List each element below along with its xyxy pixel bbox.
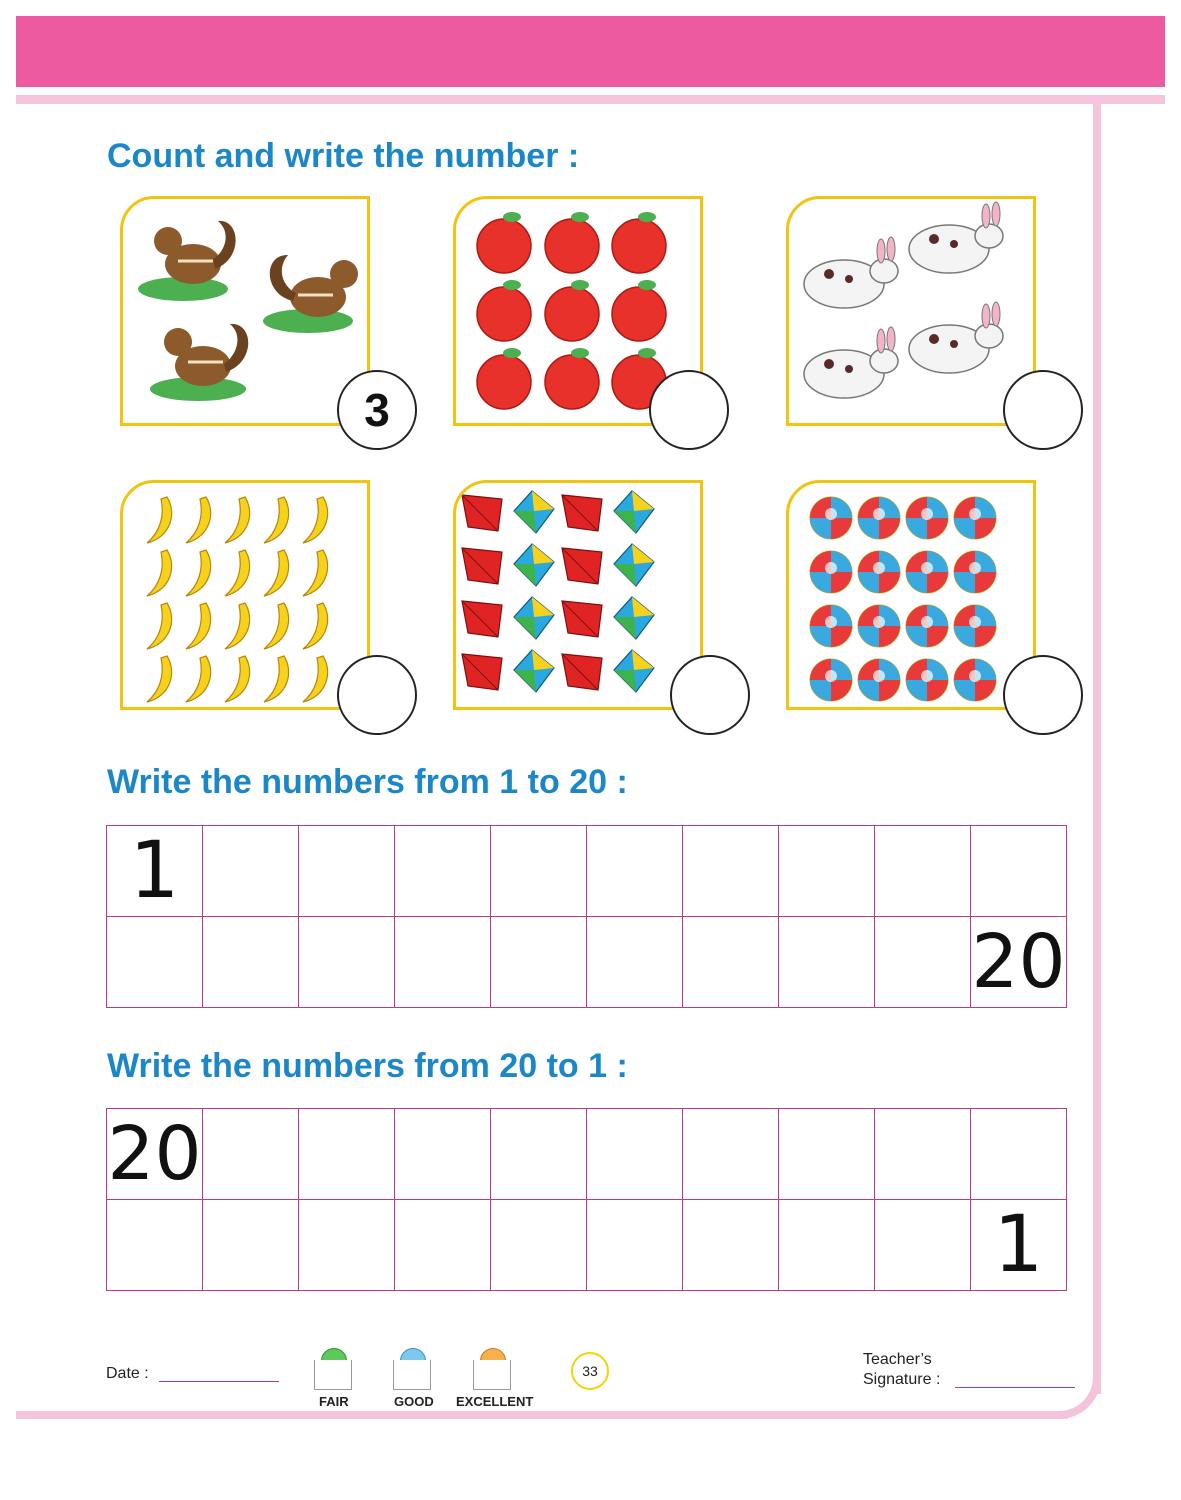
banana-icon bbox=[147, 656, 172, 702]
banana-icon bbox=[303, 550, 328, 596]
grid-cell[interactable] bbox=[875, 917, 971, 1008]
grid-cell[interactable] bbox=[395, 1109, 491, 1200]
banana-icon bbox=[186, 497, 211, 543]
grid-cell[interactable] bbox=[683, 1109, 779, 1200]
kite-icon bbox=[462, 654, 502, 690]
count-card-rabbits bbox=[786, 196, 1036, 426]
forward-number-grid bbox=[106, 825, 1067, 1008]
teacher-label: Teacher’s bbox=[863, 1351, 932, 1368]
grid-cell[interactable]: 20 bbox=[107, 1109, 203, 1200]
grid-cell[interactable] bbox=[203, 826, 299, 917]
answer-circle[interactable]: 3 bbox=[337, 370, 417, 450]
good-label: GOOD bbox=[394, 1394, 434, 1409]
banana-icon bbox=[186, 656, 211, 702]
grid-cell[interactable]: 1 bbox=[107, 826, 203, 917]
kite-icon bbox=[562, 601, 602, 637]
banana-icon bbox=[186, 603, 211, 649]
grid-cell[interactable] bbox=[491, 1200, 587, 1291]
banana-icon bbox=[147, 497, 172, 543]
grid-cell[interactable] bbox=[779, 917, 875, 1008]
kite-icon bbox=[514, 491, 554, 533]
grid-cell[interactable] bbox=[587, 1200, 683, 1291]
beach-ball-icon bbox=[858, 551, 900, 593]
beach-ball-icon bbox=[858, 659, 900, 701]
grid-cell[interactable] bbox=[491, 1109, 587, 1200]
beach-ball-icon bbox=[810, 497, 852, 539]
header-divider bbox=[16, 95, 1165, 104]
beach-ball-icon bbox=[858, 605, 900, 647]
beach-ball-icon bbox=[810, 605, 852, 647]
count-card-bananas bbox=[120, 480, 370, 710]
grid-cell[interactable] bbox=[107, 1200, 203, 1291]
grid-cell[interactable]: 1 bbox=[971, 1200, 1067, 1291]
kite-icon bbox=[614, 491, 654, 533]
banana-icon bbox=[147, 603, 172, 649]
banana-icon bbox=[225, 656, 250, 702]
grid-cell[interactable] bbox=[395, 917, 491, 1008]
grid-cell[interactable] bbox=[971, 826, 1067, 917]
excellent-label: EXCELLENT bbox=[456, 1394, 534, 1409]
banana-icon bbox=[186, 550, 211, 596]
grid-cell[interactable] bbox=[203, 1200, 299, 1291]
kite-icon bbox=[562, 548, 602, 584]
backward-heading: Write the numbers from 20 to 1 : bbox=[107, 1047, 628, 1085]
grid-cell[interactable] bbox=[587, 1109, 683, 1200]
page-frame-bottom bbox=[16, 1411, 1068, 1419]
count-heading: Count and write the number : bbox=[107, 137, 580, 175]
grid-cell[interactable] bbox=[203, 1109, 299, 1200]
grid-cell[interactable] bbox=[395, 1200, 491, 1291]
beach-ball-icon bbox=[810, 551, 852, 593]
grid-cell[interactable] bbox=[683, 1200, 779, 1291]
beach-ball-icon bbox=[954, 605, 996, 647]
page-frame-right bbox=[1093, 104, 1101, 1394]
page-number: 33 bbox=[571, 1352, 609, 1390]
excellent-rating[interactable] bbox=[473, 1348, 513, 1388]
beach-ball-icon bbox=[906, 497, 948, 539]
kite-icon bbox=[562, 495, 602, 531]
answer-circle[interactable] bbox=[670, 655, 750, 735]
grid-cell[interactable] bbox=[875, 1109, 971, 1200]
beach-ball-icon bbox=[954, 497, 996, 539]
banana-icon bbox=[303, 656, 328, 702]
grid-cell[interactable] bbox=[587, 917, 683, 1008]
banana-icon bbox=[264, 550, 289, 596]
answer-circle[interactable] bbox=[337, 655, 417, 735]
grid-cell[interactable] bbox=[203, 917, 299, 1008]
rating-box bbox=[473, 1360, 511, 1390]
kite-icon bbox=[614, 544, 654, 586]
grid-cell[interactable] bbox=[491, 826, 587, 917]
banana-icon bbox=[225, 497, 250, 543]
grid-cell[interactable]: 20 bbox=[971, 917, 1067, 1008]
bananas-illustration bbox=[123, 483, 370, 710]
kite-icon bbox=[514, 597, 554, 639]
banana-icon bbox=[264, 656, 289, 702]
grid-cell[interactable] bbox=[491, 917, 587, 1008]
rating-box bbox=[314, 1360, 352, 1390]
signature-label: Signature : bbox=[863, 1371, 941, 1388]
beach-ball-icon bbox=[954, 551, 996, 593]
grid-cell[interactable] bbox=[683, 826, 779, 917]
kite-icon bbox=[562, 654, 602, 690]
beach-balls-illustration bbox=[789, 483, 1036, 710]
date-label: Date : bbox=[106, 1365, 149, 1382]
forward-heading: Write the numbers from 1 to 20 : bbox=[107, 763, 628, 801]
grid-cell[interactable] bbox=[779, 1200, 875, 1291]
count-card-beach-balls bbox=[786, 480, 1036, 710]
grid-cell[interactable] bbox=[299, 1200, 395, 1291]
grid-cell[interactable] bbox=[683, 917, 779, 1008]
grid-cell[interactable] bbox=[299, 826, 395, 917]
banana-icon bbox=[303, 497, 328, 543]
answer-circle[interactable] bbox=[1003, 655, 1083, 735]
grid-cell[interactable] bbox=[971, 1109, 1067, 1200]
banana-icon bbox=[303, 603, 328, 649]
banana-icon bbox=[147, 550, 172, 596]
beach-ball-icon bbox=[954, 659, 996, 701]
banana-icon bbox=[225, 603, 250, 649]
header-band bbox=[16, 16, 1165, 87]
beach-ball-icon bbox=[906, 551, 948, 593]
squirrels-illustration bbox=[123, 199, 370, 426]
grid-cell[interactable] bbox=[875, 1200, 971, 1291]
count-card-squirrels bbox=[120, 196, 370, 426]
kite-icon bbox=[462, 548, 502, 584]
backward-number-grid bbox=[106, 1108, 1067, 1291]
date-line[interactable] bbox=[159, 1381, 279, 1382]
beach-ball-icon bbox=[810, 659, 852, 701]
kite-icon bbox=[614, 650, 654, 692]
grid-cell[interactable] bbox=[107, 917, 203, 1008]
beach-ball-icon bbox=[906, 659, 948, 701]
rating-box bbox=[393, 1360, 431, 1390]
answer-circle[interactable] bbox=[649, 370, 729, 450]
kite-icon bbox=[614, 597, 654, 639]
banana-icon bbox=[264, 603, 289, 649]
kite-icon bbox=[462, 495, 502, 531]
grid-cell[interactable] bbox=[875, 826, 971, 917]
good-rating[interactable] bbox=[393, 1348, 433, 1388]
kite-icon bbox=[514, 650, 554, 692]
beach-ball-icon bbox=[906, 605, 948, 647]
fair-rating[interactable] bbox=[314, 1348, 354, 1388]
grid-cell[interactable] bbox=[299, 917, 395, 1008]
fair-label: FAIR bbox=[319, 1394, 349, 1409]
banana-icon bbox=[225, 550, 250, 596]
banana-icon bbox=[264, 497, 289, 543]
count-card-kites bbox=[453, 480, 703, 710]
grid-cell[interactable] bbox=[299, 1109, 395, 1200]
kite-icon bbox=[514, 544, 554, 586]
grid-cell[interactable] bbox=[779, 1109, 875, 1200]
signature-line[interactable] bbox=[955, 1387, 1075, 1388]
grid-cell[interactable] bbox=[395, 826, 491, 917]
grid-cell[interactable] bbox=[779, 826, 875, 917]
answer-circle[interactable] bbox=[1003, 370, 1083, 450]
grid-cell[interactable] bbox=[587, 826, 683, 917]
kite-icon bbox=[462, 601, 502, 637]
beach-ball-icon bbox=[858, 497, 900, 539]
kites-illustration bbox=[456, 483, 703, 710]
rabbits-illustration bbox=[789, 199, 1036, 426]
page-frame-corner bbox=[1051, 1352, 1101, 1419]
